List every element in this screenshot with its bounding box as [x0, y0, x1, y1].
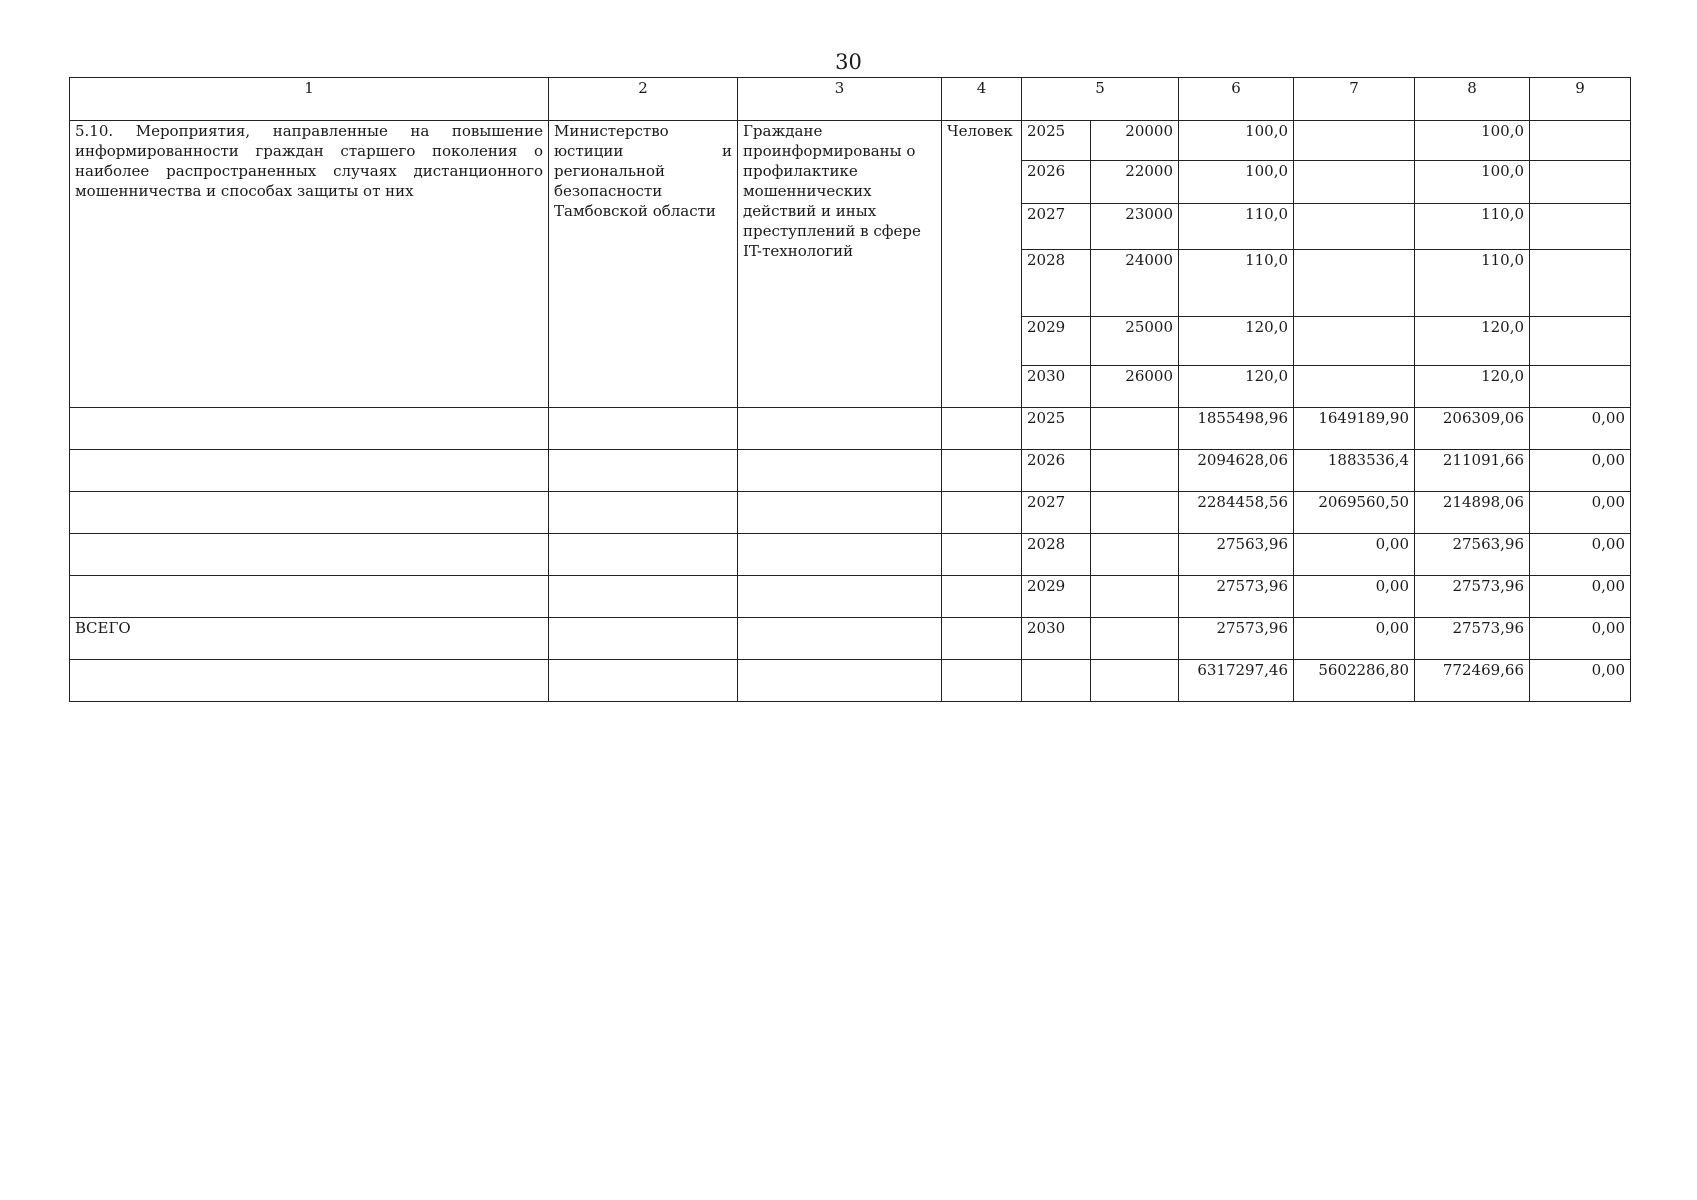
year-cell: 2026	[1022, 450, 1091, 492]
value-cell: 100,0	[1415, 121, 1530, 161]
grand-total-cell: 772469,66	[1415, 660, 1530, 702]
total-cell: 2069560,50	[1294, 492, 1415, 534]
target-cell: 24000	[1091, 250, 1179, 317]
grand-total-cell: 5602286,80	[1294, 660, 1415, 702]
total-cell: 206309,06	[1415, 408, 1530, 450]
total-cell: 1855498,96	[1179, 408, 1294, 450]
year-cell: 2026	[1022, 161, 1091, 204]
total-cell: 1883536,4	[1294, 450, 1415, 492]
total-row	[70, 618, 1631, 660]
header-cell: 7	[1294, 78, 1415, 121]
value-cell: 120,0	[1179, 366, 1294, 408]
value-cell: 100,0	[1179, 161, 1294, 204]
value-cell: 120,0	[1415, 317, 1530, 366]
header-cell: 9	[1530, 78, 1631, 121]
year-cell: 2029	[1022, 576, 1091, 618]
total-cell: 0,00	[1530, 492, 1631, 534]
value-cell	[1294, 121, 1415, 161]
grand-total-cell: 6317297,46	[1179, 660, 1294, 702]
target-cell: 20000	[1091, 121, 1179, 161]
total-cell: 27563,96	[1179, 534, 1294, 576]
value-cell	[1294, 204, 1415, 250]
page-number: 30	[835, 50, 862, 74]
value-cell: 120,0	[1179, 317, 1294, 366]
value-cell	[1530, 250, 1631, 317]
total-cell: 27573,96	[1179, 618, 1294, 660]
year-cell: 2028	[1022, 534, 1091, 576]
value-cell: 100,0	[1415, 161, 1530, 204]
target-cell: 26000	[1091, 366, 1179, 408]
value-cell	[1530, 317, 1631, 366]
target-cell: 22000	[1091, 161, 1179, 204]
total-label: ВСЕГО	[70, 618, 549, 660]
year-cell: 2029	[1022, 317, 1091, 366]
measure-unit: Человек	[942, 121, 1022, 408]
measure-result: Граждане проинформированы о профилактике мошеннических действий и иных преступлений в сфере IT-технологий	[738, 121, 942, 408]
value-cell: 110,0	[1179, 204, 1294, 250]
total-cell: 0,00	[1530, 576, 1631, 618]
total-cell: 2094628,06	[1179, 450, 1294, 492]
total-cell: 214898,06	[1415, 492, 1530, 534]
value-cell: 110,0	[1415, 250, 1530, 317]
year-cell: 2025	[1022, 408, 1091, 450]
total-cell: 27573,96	[1415, 618, 1530, 660]
year-cell: 2030	[1022, 618, 1091, 660]
value-cell	[1294, 366, 1415, 408]
total-cell: 211091,66	[1415, 450, 1530, 492]
total-row	[70, 450, 1631, 492]
total-cell: 0,00	[1294, 576, 1415, 618]
measure-executor: Министерство юстиции и региональной безопасности Тамбовской области	[549, 121, 738, 408]
year-cell: 2027	[1022, 204, 1091, 250]
total-cell: 0,00	[1294, 618, 1415, 660]
grand-total-cell: 0,00	[1530, 660, 1631, 702]
value-cell	[1530, 204, 1631, 250]
total-row	[70, 492, 1631, 534]
total-cell: 1649189,90	[1294, 408, 1415, 450]
total-cell: 27563,96	[1415, 534, 1530, 576]
value-cell	[1530, 161, 1631, 204]
value-cell: 110,0	[1179, 250, 1294, 317]
total-cell: 0,00	[1530, 534, 1631, 576]
year-cell: 2028	[1022, 250, 1091, 317]
value-cell	[1530, 121, 1631, 161]
value-cell	[1294, 161, 1415, 204]
grand-total-row	[70, 660, 1631, 702]
total-cell: 2284458,56	[1179, 492, 1294, 534]
total-cell: 0,00	[1294, 534, 1415, 576]
header-cell: 2	[549, 78, 738, 121]
value-cell	[1530, 366, 1631, 408]
total-row	[70, 534, 1631, 576]
header-cell: 4	[942, 78, 1022, 121]
total-row	[70, 408, 1631, 450]
header-cell: 5	[1022, 78, 1179, 121]
total-cell: 27573,96	[1415, 576, 1530, 618]
budget-table	[69, 77, 1631, 702]
value-cell: 110,0	[1415, 204, 1530, 250]
header-row	[70, 78, 1631, 121]
year-cell: 2025	[1022, 121, 1091, 161]
header-cell: 8	[1415, 78, 1530, 121]
header-cell: 6	[1179, 78, 1294, 121]
value-cell: 100,0	[1179, 121, 1294, 161]
measure-title: 5.10. Мероприятия, направленные на повышение информированности граждан старшего поколения о наиболее распространенных случаях дистанционного мошенничества и способах защиты от них	[70, 121, 549, 408]
total-cell: 0,00	[1530, 408, 1631, 450]
total-cell: 27573,96	[1179, 576, 1294, 618]
total-cell: 0,00	[1530, 450, 1631, 492]
value-cell: 120,0	[1415, 366, 1530, 408]
total-row	[70, 576, 1631, 618]
table-row	[70, 121, 1631, 161]
total-cell: 0,00	[1530, 618, 1631, 660]
target-cell: 23000	[1091, 204, 1179, 250]
value-cell	[1294, 250, 1415, 317]
header-cell: 1	[70, 78, 549, 121]
year-cell: 2030	[1022, 366, 1091, 408]
year-cell: 2027	[1022, 492, 1091, 534]
header-cell: 3	[738, 78, 942, 121]
target-cell: 25000	[1091, 317, 1179, 366]
value-cell	[1294, 317, 1415, 366]
